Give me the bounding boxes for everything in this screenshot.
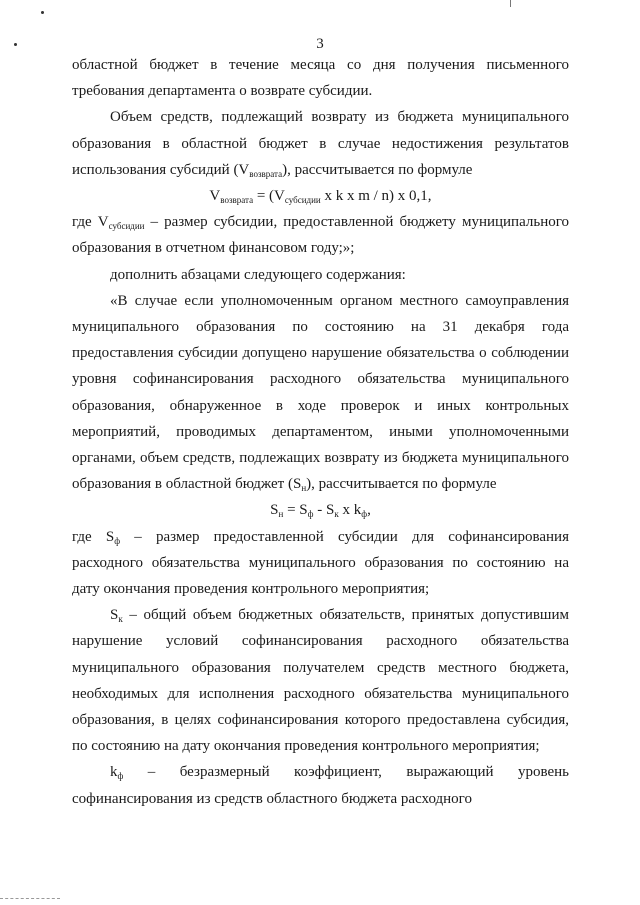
paragraph-amendment-intro: дополнить абзацами следующего содержания:: [110, 266, 406, 283]
page-number: 3: [316, 36, 324, 52]
paragraph-k-f-definition: $k_ф$ – безразмерный коэффициент, выражающий уровень софинансирования из средств областного бюджета расходного: [72, 764, 569, 807]
paragraph-cofinancing-violation: «В случае если уполномоченным органом местного самоуправления муниципального образования по состоянию на 31 декабря года предоставления субсидии допущено нарушение обязательства о соблюдении уровня софинансирования расходного обязательства муниципального образования, обнаруженное в ходе проверок и иных контрольных мероприятий, проводимых департаментом, иными уполномоченными органами, объем средств, подлежащих возврату из бюджета муниципального образования в областной бюджет $(S_н)$, рассчитывается по формуле: [72, 292, 569, 494]
paragraph-refund-deadline: областной бюджет в течение месяца со дня получения письменного требования департамента о возврате субсидии.: [72, 57, 569, 100]
paragraph-refund-volume: Объем средств, подлежащий возврату из бюджета муниципального образования в областной бюджет в случае недостижения результатов использования субсидий $(V_{возврата})$, рассчитывается по формуле: [72, 109, 569, 179]
scan-edge-mark: [510, 0, 511, 7]
formula-s-n: $S_н = S_ф - S_к$ x $k_ф$,: [270, 502, 371, 520]
document-body: [72, 52, 569, 812]
paragraph-v-subsidy-definition: где $V_{субсидии}$ – размер субсидии, предоставленной бюджету муниципального образования в отчетном финансовом году;»;: [72, 214, 570, 257]
scan-bottom-edge: [0, 898, 60, 900]
formula-v-return: $V_{возврата} = (V_{субсидии}$ x k x m / n) x 0,1,: [209, 188, 432, 206]
scan-speck: [41, 11, 44, 14]
paragraph-s-f-definition: где $S_ф$ – размер предоставленной субсидии для софинансирования расходного обязательства муниципального образования по состоянию на дату окончания проведения контрольного мероприятия;: [72, 528, 569, 598]
paragraph-s-k-definition: $S_к$ – общий объем бюджетных обязательств, принятых допустившим нарушение условий софинансирования расходного обязательства муниципального образования получателем средств местного бюджета, необходимых для исполнения расходного обязательства муниципального образования, в целях софинансирования которого предоставлена субсидия, по состоянию на дату окончания проведения контрольного мероприятия;: [72, 607, 569, 755]
